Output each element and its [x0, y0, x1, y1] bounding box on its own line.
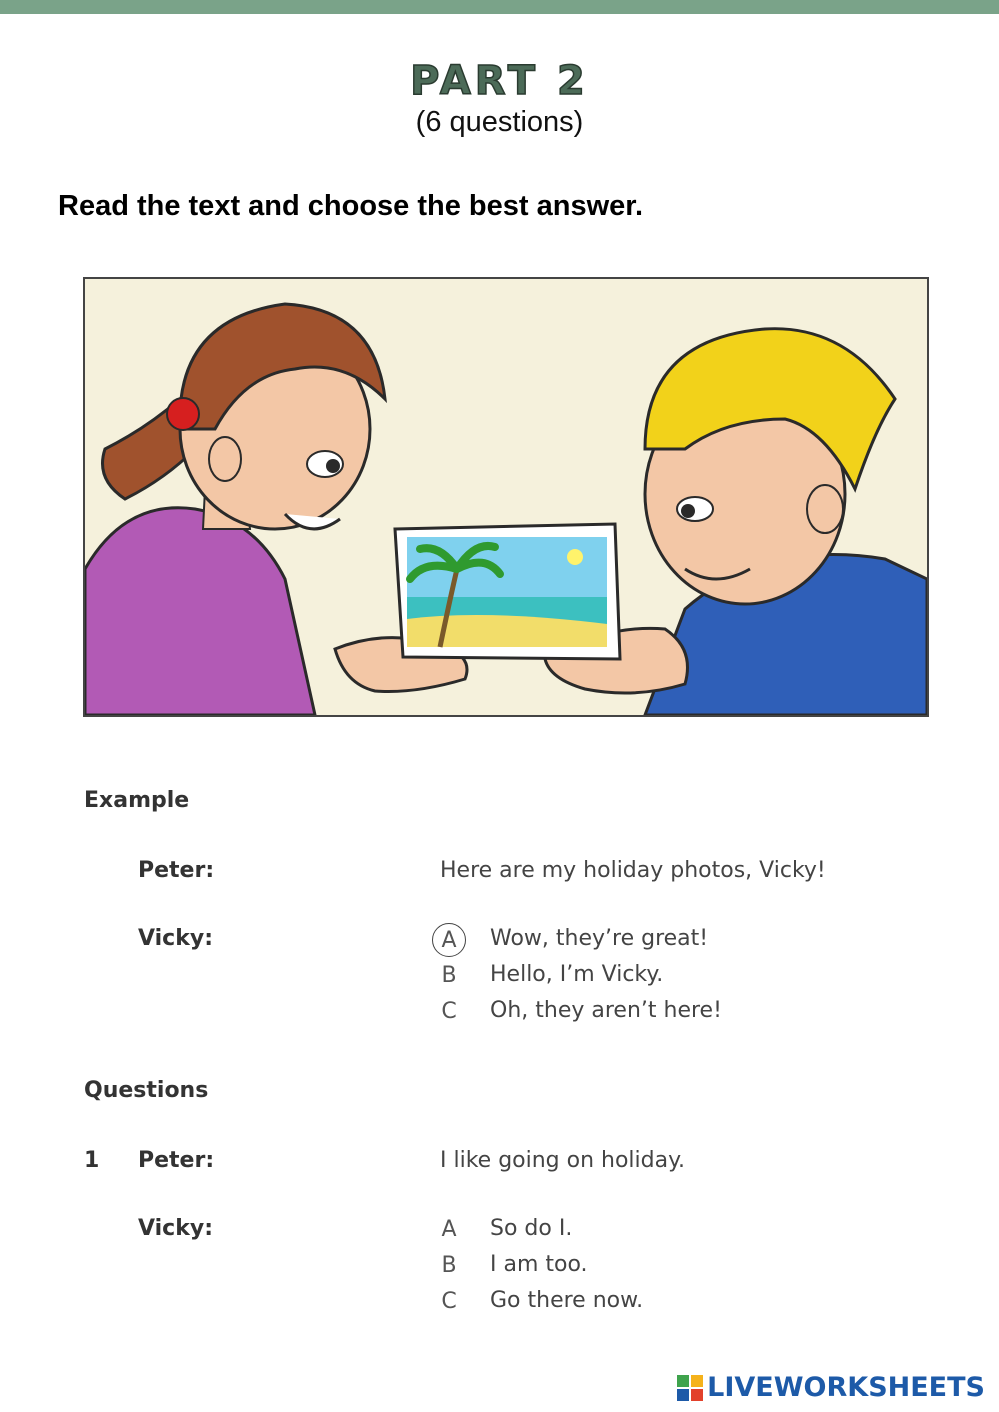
holiday-photo: [395, 524, 620, 659]
liveworksheets-logo: [677, 1372, 985, 1403]
question-1-prompt-text: I like going on holiday.: [440, 1148, 685, 1173]
question-1-prompt-speaker: Peter:: [138, 1148, 215, 1173]
part-subtitle: (6 questions): [415, 106, 584, 138]
example-prompt-speaker: Peter:: [138, 858, 215, 883]
example-option-a-text: Wow, they’re great!: [490, 926, 709, 951]
example-option-a-letter: A: [432, 923, 466, 957]
example-label: Example: [84, 788, 190, 813]
top-accent-bar: [0, 0, 999, 14]
question-1-option-c[interactable]: C: [441, 1289, 457, 1314]
question-1-response-speaker: Vicky:: [138, 1216, 213, 1241]
example-option-b-letter: B: [441, 963, 457, 988]
part-title: PART 2: [410, 58, 589, 104]
question-1-option-a-text[interactable]: So do I.: [490, 1216, 573, 1241]
example-response-speaker: Vicky:: [138, 926, 213, 951]
brand-name: LIVEWORKSHEETS: [707, 1372, 985, 1403]
example-option-b-text: Hello, I’m Vicky.: [490, 962, 664, 987]
logo-blocks-icon: [677, 1375, 703, 1401]
question-1-option-b[interactable]: B: [441, 1253, 457, 1278]
instruction-text: Read the text and choose the best answer.: [58, 190, 643, 222]
questions-label: Questions: [84, 1078, 209, 1103]
illustration-children-with-photo: [83, 277, 929, 717]
example-option-c-text: Oh, they aren’t here!: [490, 998, 722, 1023]
question-1-option-a[interactable]: A: [441, 1217, 457, 1242]
question-1-option-b-text[interactable]: I am too.: [490, 1252, 588, 1277]
question-1-number: 1: [84, 1148, 100, 1173]
example-prompt-text: Here are my holiday photos, Vicky!: [440, 858, 826, 883]
question-1-option-c-text[interactable]: Go there now.: [490, 1288, 644, 1313]
example-option-c-letter: C: [441, 999, 457, 1024]
